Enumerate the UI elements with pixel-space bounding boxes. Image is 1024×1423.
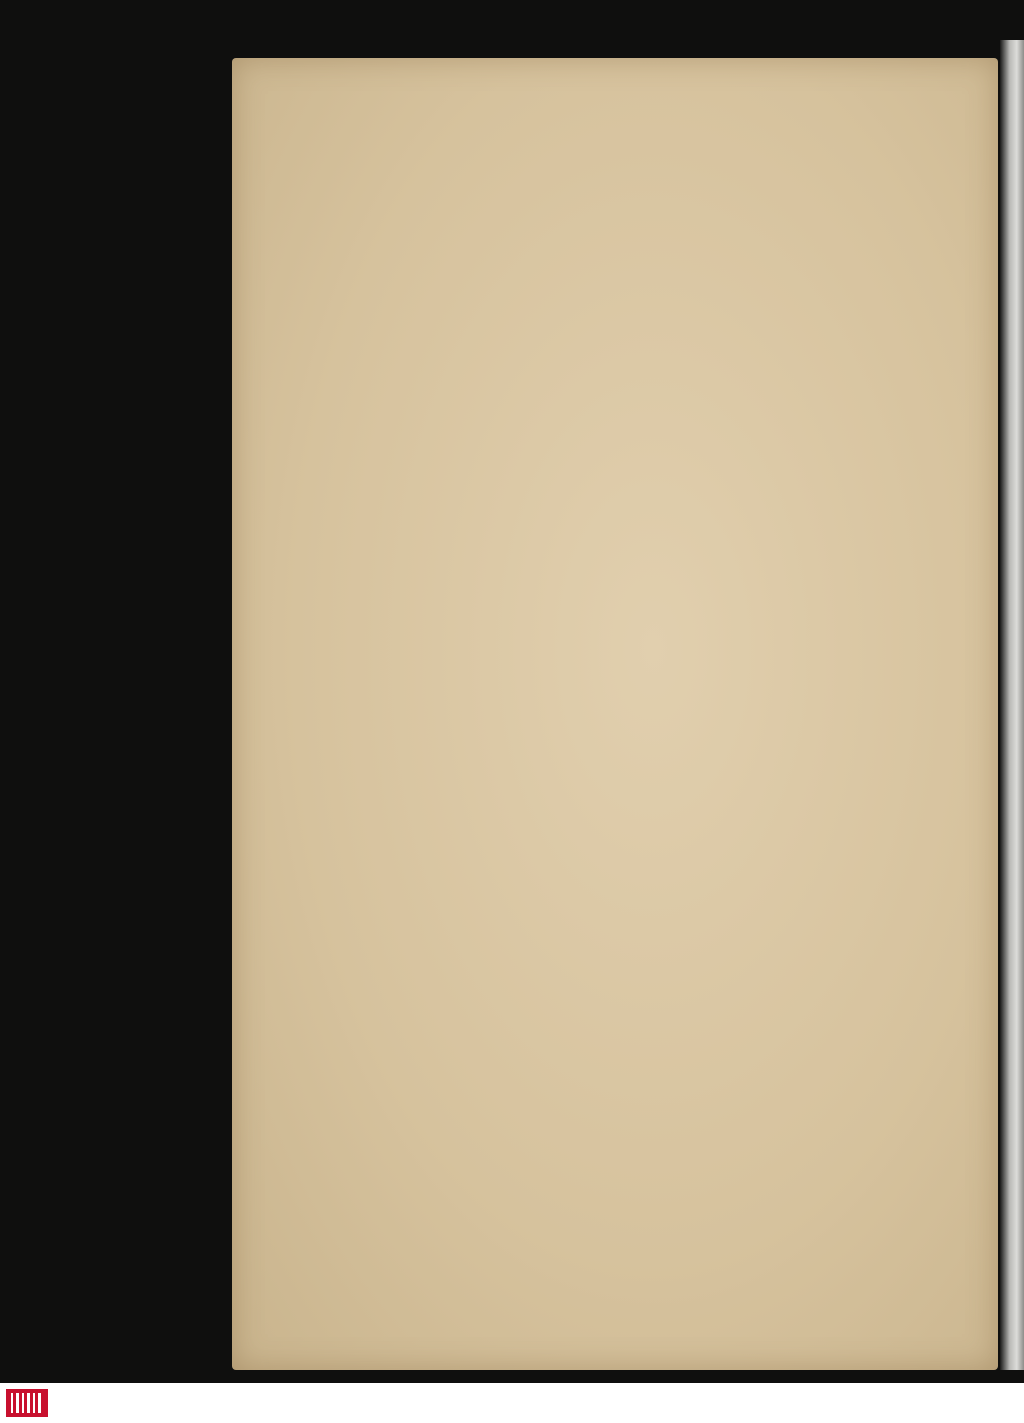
scanned-page [232, 58, 998, 1370]
footer-bar [0, 1383, 1024, 1423]
adjacent-page-edge [1000, 40, 1024, 1370]
hab-logo-icon [6, 1389, 48, 1417]
decorated-initial [362, 216, 424, 308]
